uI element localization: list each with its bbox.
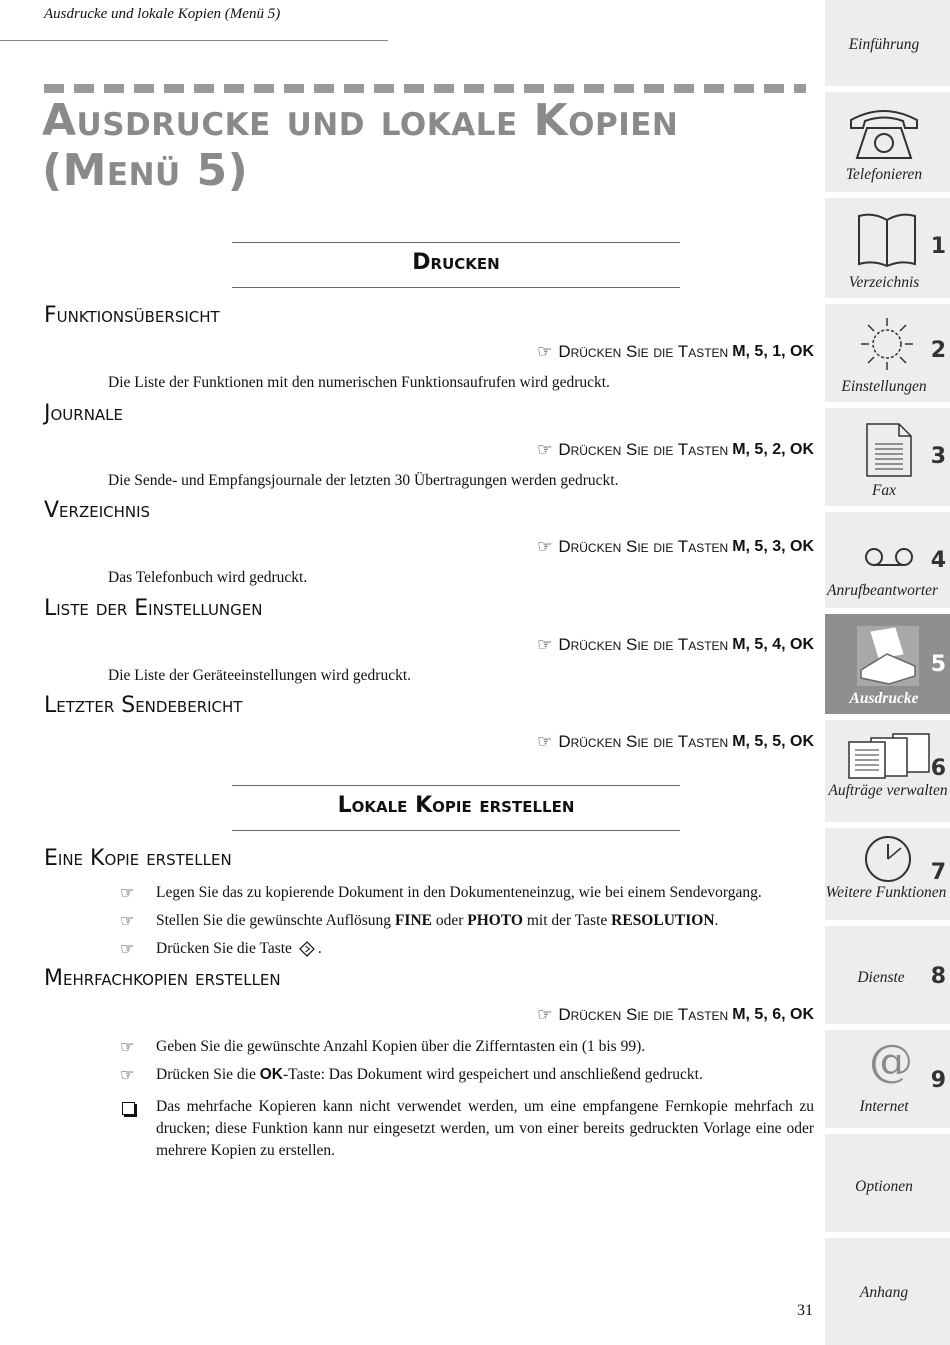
copy-start-key-icon [299,941,315,957]
telephone-icon [847,104,921,162]
page-title [42,96,802,196]
note-box-icon [122,1102,135,1115]
pointing-hand-icon: ☞ [120,939,135,958]
heading-journale: Journale [44,401,124,426]
mehrfach-step-1: ☞ Geben Sie die gewünschte Anzahl Kopien über die Zifferntasten ein (1 bis 99). [120,1037,646,1056]
sidebar-label-auftraege: Aufträge verwalten [828,782,948,799]
sidebar-tab-anrufbeantworter[interactable]: 4 Anrufbeantworter [825,512,950,614]
kopie-step-2: ☞ Stellen Sie die gewünschte Auflösung FINE oder PHOTO mit der Taste RESOLUTION. [120,911,719,930]
key-sequence: M, 5, 2, OK [732,441,814,458]
key-instruction-prefix: Drücken Sie die Tasten [558,440,729,459]
page-title-line2: (Menü 5) [42,145,249,196]
key-instruction-prefix: Drücken Sie die Tasten [558,342,729,361]
pointing-hand-icon: ☞ [120,1065,135,1084]
mehrfach-step-2: ☞ Drücken Sie die OK-Taste: Das Dokument wird gespeichert und anschließend gedruckt. [120,1065,703,1084]
pointing-hand-icon: ☞ [537,440,553,460]
sidebar-tab-auftraege-verwalten[interactable]: 6 Aufträge verwalten [825,720,950,828]
sidebar-tab-ausdrucke[interactable]: 5 Ausdrucke [825,614,950,720]
document-icon [865,422,913,478]
title-dash-bar [44,84,806,93]
sidebar-tab-einstellungen[interactable]: 2 Einstellungen [825,304,950,408]
description-verzeichnis: Das Telefonbuch wird gedruckt. [108,569,308,586]
pointing-hand-icon: ☞ [537,635,553,655]
pointing-hand-icon: ☞ [537,537,553,557]
pointing-hand-icon: ☞ [120,911,135,930]
key-sequence: M, 5, 3, OK [732,538,814,555]
clock-icon [863,834,913,884]
key-instruction-prefix: Drücken Sie die Tasten [558,1005,729,1024]
key-sequence: M, 5, 4, OK [732,636,814,653]
key-instruction-6 [537,1005,814,1025]
key-sequence: M, 5, 5, OK [732,733,814,750]
key-sequence: M, 5, 6, OK [732,1006,814,1023]
sidebar-tab-telefonieren[interactable]: Telefonieren [825,92,950,198]
heading-eine-kopie-erstellen: Eine Kopie erstellen [44,846,232,871]
page-number: 31 [797,1302,813,1319]
description-liste-der-einstellungen: Die Liste der Geräteeinstellungen wird gedruckt. [108,667,411,684]
section-header-drucken: Drucken [232,242,680,288]
pointing-hand-icon: ☞ [537,342,553,362]
open-book-icon [855,210,919,268]
page-title-line1: Ausdrucke und lokale Kopien [42,95,679,146]
sidebar-tab-fax[interactable]: 3 Fax [825,408,950,512]
key-instruction-prefix: Drücken Sie die Tasten [558,635,729,654]
description-funktionsuebersicht: Die Liste der Funktionen mit den numerischen Funktionsaufrufen wird gedruckt. [108,374,610,391]
pointing-hand-icon: ☞ [537,1005,553,1025]
pointing-hand-icon: ☞ [120,883,135,902]
key-instruction-4 [537,635,814,655]
sidebar-tab-internet[interactable]: @ 9 Internet [825,1030,950,1134]
key-instruction-3 [537,537,814,557]
key-instruction-2 [537,440,814,460]
kopie-step-1: ☞ Legen Sie das zu kopierende Dokument in den Dokumenteneinzug, wie bei einem Sendevorgang. [120,883,762,902]
pointing-hand-icon: ☞ [537,732,553,752]
pointing-hand-icon: ☞ [120,1037,135,1056]
heading-verzeichnis: Verzeichnis [44,498,151,523]
key-instruction-prefix: Drücken Sie die Tasten [558,537,729,556]
photo-label: PHOTO [467,912,523,929]
sidebar-tab-einfuehrung[interactable]: Einführung [825,0,950,92]
at-sign-icon: @ [869,1036,913,1087]
documents-stack-icon [847,732,933,780]
heading-funktionsuebersicht: Funktionsübersicht [44,303,220,328]
running-header: Ausdrucke und lokale Kopien (Menü 5) [44,6,281,22]
printer-icon [857,626,919,686]
description-journale: Die Sende- und Empfangsjournale der letzten 30 Übertragungen werden gedruckt. [108,472,619,489]
sidebar-tab-verzeichnis[interactable]: 1 Verzeichnis [825,198,950,304]
sidebar-tab-weitere-funktionen[interactable]: 7 Weitere Funktionen [825,828,950,926]
sidebar-tab-optionen[interactable]: Optionen [825,1134,950,1238]
cassette-icon [863,546,915,568]
fine-label: FINE [394,912,432,929]
key-instruction-1 [537,342,814,362]
key-sequence: M, 5, 1, OK [732,343,814,360]
heading-mehrfachkopien-erstellen: Mehrfachkopien erstellen [44,966,281,991]
resolution-key-label: RESOLUTION [611,912,715,929]
ok-key-label: OK [259,1066,283,1083]
key-instruction-prefix: Drücken Sie die Tasten [558,732,729,751]
sun-icon [859,316,915,372]
section-header-lokale-kopie: Lokale Kopie erstellen [232,785,680,831]
header-rule [0,40,388,41]
key-instruction-5 [537,732,814,752]
heading-liste-der-einstellungen: Liste der Einstellungen [44,596,263,621]
mehrfach-note: Das mehrfache Kopieren kann nicht verwendet werden, um eine empfangene Fernkopie mehrfach zu drucken; diese Funktion kann nur eingesetzt werden, um von einer bereits gedruckten Vorlage eine oder mehrere Kopien zu erstellen. [120,1096,814,1162]
sidebar-tab-anhang[interactable]: Anhang [825,1238,950,1345]
sidebar-tab-dienste[interactable]: 8 Dienste [825,926,950,1030]
kopie-step-3: ☞ Drücken Sie die Taste . [120,939,322,958]
chapter-sidebar [825,0,950,1345]
heading-letzter-sendebericht: Letzter Sendebericht [44,693,243,718]
